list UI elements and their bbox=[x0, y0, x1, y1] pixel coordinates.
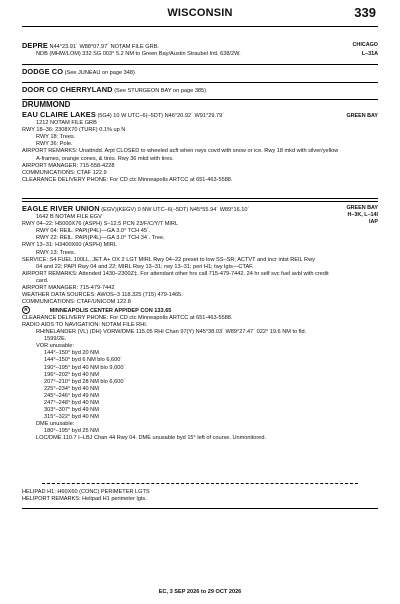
dme-unusable-item: 180°–195° byd 25 NM bbox=[44, 428, 99, 435]
entry-coords: N44°23.91´ W88°07.97´ NOTAM FILE GRB. bbox=[49, 44, 159, 50]
runway-end-22: RWY 22: REIL. PAPI(P4L)—GA 3.0° TCH 34´. Tree. bbox=[36, 235, 165, 242]
vor-unusable-item: 303°–307° byd 49 NM bbox=[44, 407, 99, 414]
runway-end-18: RWY 18: Trees. bbox=[36, 134, 76, 141]
airport-remarks: AIRPORT REMARKS: Attended 1430–2300Z‡. For attendant other hrs call 715-479-7442. 24 hr self svc fuel avbl with credit bbox=[22, 270, 329, 277]
divider bbox=[22, 64, 378, 65]
entry-depre bbox=[22, 42, 378, 58]
runway-line: RWY 04–22: H5000X76 (ASPH) S–12.5 PCN 23/F/C/Y/T MIRL bbox=[22, 221, 179, 228]
vor-unusable-item: 247°–248° byd 40 NM bbox=[44, 400, 99, 407]
service-line-cont: 04 and 22; PAPI Rwy 04 and 22; MIRL Rwy 13–31; rwy 13–31; peri H1; twy lgts—CTAF. bbox=[36, 263, 254, 270]
vor-unusable-item: 196°–202° byd 40 NM bbox=[44, 371, 99, 378]
chart-ref: GREEN BAY bbox=[346, 205, 378, 211]
elevation-line: 1212 NOTAM FILE GRB bbox=[36, 120, 97, 127]
cross-reference: (See JUNEAU on page 348) bbox=[64, 70, 135, 76]
helipad-info bbox=[22, 489, 378, 503]
vor-unusable-item: 315°–322° byd 40 NM bbox=[44, 414, 99, 421]
footer-effective-dates: EC, 3 SEP 2026 to 29 OCT 2026 bbox=[158, 589, 242, 595]
entry-name: DOOR CO CHERRYLAND bbox=[22, 85, 113, 94]
vor-line: RHINELANDER (VL) (DH) VORW/DME 115.05 RHI Chan 97(Y) N45°38.03´ W89°27.47´ 022° 19.6 NM to fld. bbox=[36, 329, 307, 336]
runway-end-13: RWY 13: Trees. bbox=[36, 249, 76, 256]
chart-ref: CHICAGO bbox=[352, 42, 378, 48]
divider-dashed bbox=[42, 483, 358, 484]
airport-remarks: AIRPORT REMARKS: Unattndd. Arpt CLOSED to wheeled acft when rwys covd with snow or ice. Rwy 18 mkd with silver/yellow bbox=[22, 148, 339, 155]
vor-unusable-item: 190°–195° byd 40 NM blo 9,000´ bbox=[44, 364, 126, 371]
divider-double bbox=[22, 198, 378, 202]
divider bbox=[22, 99, 378, 100]
dme-unusable-label: DME unusable: bbox=[36, 421, 75, 428]
vor-unusable-item: 207°–210° byd 28 NM blo 6,600´ bbox=[44, 378, 126, 385]
entry-coords: (5G4) 10 W UTC–6(–5DT) N46°20.92´ W91°29.79´ bbox=[97, 113, 225, 119]
entry-eau-claire-lakes bbox=[22, 111, 378, 184]
runway-line: RWY 18–36: 2308X70 (TURF) 0.1% up N bbox=[22, 127, 126, 134]
airport-remarks-cont: card. bbox=[36, 277, 49, 284]
vor-unusable-item: 144°–150° byd 20 NM bbox=[44, 350, 99, 357]
service-line: SERVICE: S4 FUEL 100LL, JET A+ OX 2 LGT MIRL Rwy 04–22 preset to low SS–SR; ACTVT and incr intst REIL Rwy bbox=[22, 256, 315, 263]
approach-control: MINNEAPOLIS CENTER APP/DEP CON 133.65 bbox=[49, 307, 172, 314]
entry-eagle-river-union bbox=[22, 205, 378, 443]
entry-coords: (EGV)(KEGV) 0 NW UTC–6(–5DT) N45°55.94´ W89°16.10´ bbox=[101, 207, 250, 213]
runway-line-2: RWY 13–31: H3400X60 (ASPH) MIRL bbox=[22, 242, 117, 249]
entry-door bbox=[22, 86, 378, 95]
cross-reference: (See STURGEON BAY on page 385) bbox=[114, 88, 207, 94]
page bbox=[22, 0, 378, 604]
entry-name: DODGE CO bbox=[22, 67, 64, 76]
weather-sources: WEATHER DATA SOURCES: AWOS–3 118.325 (715) 479-1465. bbox=[22, 292, 183, 299]
entry-dodge bbox=[22, 68, 378, 77]
elevation-line: 1642 B NOTAM FILE EGV bbox=[36, 214, 102, 221]
radio-aids: RADIO AIDS TO NAVIGATION: NOTAM FILE RHI. bbox=[22, 321, 148, 328]
vor-unusable-label: VOR unusable: bbox=[36, 343, 74, 350]
divider bbox=[22, 82, 378, 83]
chart-ref-2: L–31A bbox=[361, 51, 378, 57]
clearance-delivery: CLEARANCE DELIVERY PHONE: For CD ctc Minneapolis ARTCC at 651-463-5588. bbox=[22, 314, 233, 321]
airport-manager: AIRPORT MANAGER: 715-558-4228 bbox=[22, 162, 115, 169]
airport-remarks-cont: A-frames, orange cones, & tires. Rwy 36 mkd with tires. bbox=[36, 155, 174, 162]
divider bbox=[22, 508, 378, 509]
ndb-line: NDB (MHW/LOM) 332 SG 003° 5.2 NM to Green Bay/Austin Straubel Intl. 638/2W. bbox=[36, 51, 241, 58]
chart-ref-2: H–3K, L–14I bbox=[347, 212, 378, 218]
runway-end-36: RWY 36: Pole. bbox=[36, 141, 73, 148]
chart-ref: GREEN BAY bbox=[346, 113, 378, 119]
vor-unusable-item: 225°–234° byd 40 NM bbox=[44, 385, 99, 392]
page-state-title: WISCONSIN bbox=[167, 7, 233, 19]
chart-ref-3: IAP bbox=[369, 219, 378, 225]
entry-name: EAU CLAIRE LAKES bbox=[22, 110, 96, 119]
vor-line-cont: 1599/2E. bbox=[44, 336, 67, 343]
clearance-delivery: CLEARANCE DELIVERY PHONE: For CD ctc Minneapolis ARTCC at 651-463-5588. bbox=[22, 176, 233, 183]
loc-dme-line: LOC/DME 110.7 I–LBJ Chan 44 Rwy 04. DME unusable byd 15° left of course. Unmonitored. bbox=[36, 435, 267, 442]
radar-icon: R bbox=[22, 306, 30, 314]
airport-manager: AIRPORT MANAGER: 715-479-7442 bbox=[22, 285, 115, 292]
runway-end-04: RWY 04: REIL. PAPI(P4L)—GA 3.0° TCH 45´. bbox=[36, 228, 151, 235]
communications: COMMUNICATIONS: CTAF/UNICOM 122.8 bbox=[22, 299, 131, 306]
city-heading: DRUMMOND bbox=[22, 100, 71, 109]
entry-name: EAGLE RIVER UNION bbox=[22, 204, 100, 213]
vor-unusable-item: 144°–150° byd 6 NM blo 6,600´ bbox=[44, 357, 123, 364]
communications: COMMUNICATIONS: CTAF 122.9 bbox=[22, 169, 107, 176]
helipad-line: HELIPAD H1: H60X60 (CONC) PERIMETER LGTS bbox=[22, 489, 150, 495]
entry-name: DEPRE bbox=[22, 41, 48, 50]
header-rule bbox=[22, 26, 378, 27]
vor-unusable-item: 245°–246° byd 49 NM bbox=[44, 392, 99, 399]
page-number: 339 bbox=[354, 5, 376, 20]
heliport-remarks: HELIPORT REMARKS: Helipad H1 perimeter lgts. bbox=[22, 496, 147, 503]
